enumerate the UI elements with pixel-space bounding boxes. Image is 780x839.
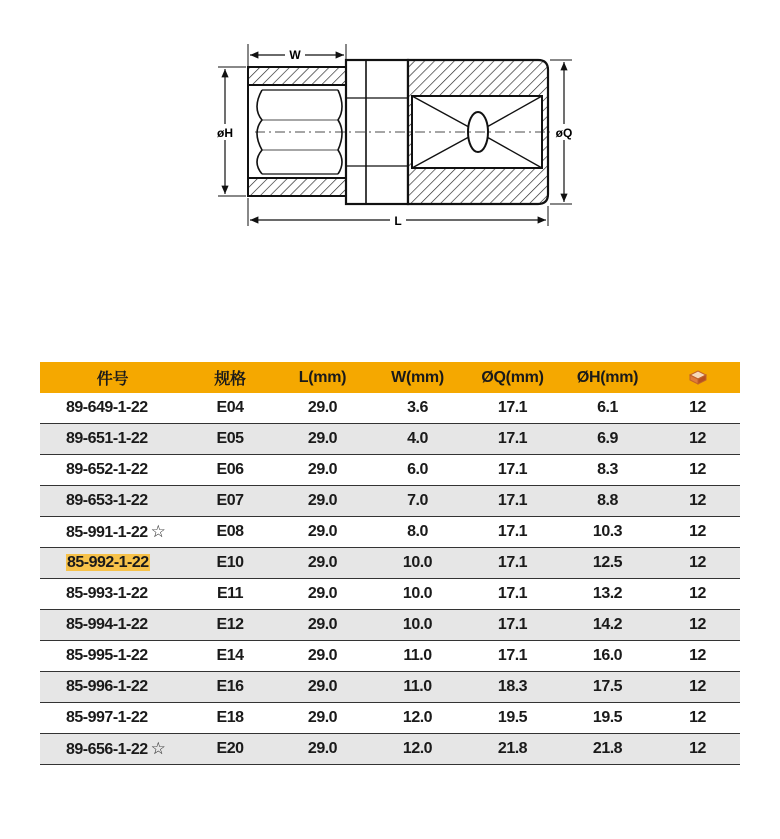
cell-width: 12.0 [370,734,465,765]
table-row [40,734,740,765]
cell-length: 29.0 [275,548,370,579]
header-spec: 规格 [185,362,275,393]
cell-length: 29.0 [275,424,370,455]
cell-h: 21.8 [560,734,655,765]
cell-h: 8.8 [560,486,655,517]
table-row [40,703,740,734]
cell-part [40,424,185,455]
cell-qty: 12 [655,641,740,672]
part-number: 89-656-1-22 [66,741,148,758]
part-number: 85-992-1-22 [67,554,149,571]
cell-part [40,455,185,486]
cell-part [40,641,185,672]
cell-part [40,703,185,734]
cell-h: 8.3 [560,455,655,486]
box-icon [688,369,708,385]
cell-spec: E18 [185,703,275,734]
cell-q: 17.1 [465,393,560,424]
part-number: 89-652-1-22 [66,461,148,478]
cell-part [40,517,185,548]
cell-qty: 12 [655,424,740,455]
cell-spec: E04 [185,393,275,424]
cell-qty: 12 [655,734,740,765]
table-row [40,393,740,424]
cell-q: 17.1 [465,517,560,548]
cell-q: 17.1 [465,579,560,610]
cell-width: 11.0 [370,641,465,672]
table-row [40,424,740,455]
cell-q: 21.8 [465,734,560,765]
cell-h: 10.3 [560,517,655,548]
cell-width: 8.0 [370,517,465,548]
cell-qty: 12 [655,455,740,486]
cell-spec: E10 [185,548,275,579]
cell-length: 29.0 [275,455,370,486]
cell-q: 17.1 [465,455,560,486]
cell-length: 29.0 [275,703,370,734]
cell-spec: E05 [185,424,275,455]
header-part-no: 件号 [40,362,185,393]
dimension-q [550,60,578,204]
socket-body [248,60,555,204]
cell-width: 10.0 [370,579,465,610]
cell-spec: E07 [185,486,275,517]
part-number: 89-649-1-22 [66,399,148,416]
table-row [40,455,740,486]
cell-part [40,734,185,765]
cell-qty: 12 [655,486,740,517]
cell-spec: E08 [185,517,275,548]
cell-width: 7.0 [370,486,465,517]
cell-part [40,393,185,424]
cell-width: 4.0 [370,424,465,455]
cell-length: 29.0 [275,734,370,765]
cell-spec: E06 [185,455,275,486]
table-row [40,672,740,703]
cell-spec: E16 [185,672,275,703]
cell-qty: 12 [655,393,740,424]
table-row [40,517,740,548]
cell-qty: 12 [655,517,740,548]
part-number: 89-651-1-22 [66,430,148,447]
star-icon: ☆ [150,739,166,758]
label-h: øH [217,126,233,140]
cell-width: 6.0 [370,455,465,486]
cell-part [40,672,185,703]
header-width: W(mm) [370,362,465,393]
cell-h: 12.5 [560,548,655,579]
cell-h: 17.5 [560,672,655,703]
header-q: ØQ(mm) [465,362,560,393]
cell-h: 16.0 [560,641,655,672]
cell-qty: 12 [655,610,740,641]
cell-spec: E20 [185,734,275,765]
table-row [40,610,740,641]
cell-length: 29.0 [275,579,370,610]
label-q: øQ [555,126,573,140]
table-row [40,548,740,579]
cell-h: 19.5 [560,703,655,734]
cell-part [40,486,185,517]
spec-table [40,362,740,765]
cell-h: 14.2 [560,610,655,641]
cell-qty: 12 [655,672,740,703]
cell-h: 6.1 [560,393,655,424]
part-number: 89-653-1-22 [66,492,148,509]
cell-q: 17.1 [465,424,560,455]
table-row [40,579,740,610]
cell-q: 18.3 [465,672,560,703]
cell-spec: E11 [185,579,275,610]
cell-length: 29.0 [275,517,370,548]
table-header [40,362,740,393]
cell-q: 17.1 [465,610,560,641]
cell-length: 29.0 [275,641,370,672]
cell-h: 6.9 [560,424,655,455]
cell-length: 29.0 [275,393,370,424]
cell-q: 17.1 [465,486,560,517]
header-qty [655,362,740,393]
star-icon: ☆ [150,522,166,541]
dimension-w [248,44,346,66]
cell-part [40,548,185,579]
cell-qty: 12 [655,703,740,734]
cell-q: 17.1 [465,641,560,672]
cell-qty: 12 [655,579,740,610]
table-row [40,486,740,517]
label-l: L [394,214,402,228]
cell-width: 10.0 [370,610,465,641]
cell-part [40,610,185,641]
table-row [40,641,740,672]
cell-part [40,579,185,610]
cell-length: 29.0 [275,610,370,641]
header-length: L(mm) [275,362,370,393]
cell-q: 17.1 [465,548,560,579]
cell-spec: E14 [185,641,275,672]
part-number: 85-996-1-22 [66,678,148,695]
part-number: 85-991-1-22 [66,524,148,541]
cell-width: 3.6 [370,393,465,424]
header-h: ØH(mm) [560,362,655,393]
cell-spec: E12 [185,610,275,641]
cell-q: 19.5 [465,703,560,734]
cell-length: 29.0 [275,672,370,703]
cell-qty: 12 [655,548,740,579]
part-number: 85-993-1-22 [66,585,148,602]
part-number: 85-994-1-22 [66,616,148,633]
cell-h: 13.2 [560,579,655,610]
cell-width: 10.0 [370,548,465,579]
dimension-h [212,67,246,196]
label-w: W [289,48,301,62]
part-number: 85-995-1-22 [66,647,148,664]
socket-diagram [205,40,585,240]
part-number: 85-997-1-22 [66,709,148,726]
cell-width: 11.0 [370,672,465,703]
cell-length: 29.0 [275,486,370,517]
cell-width: 12.0 [370,703,465,734]
